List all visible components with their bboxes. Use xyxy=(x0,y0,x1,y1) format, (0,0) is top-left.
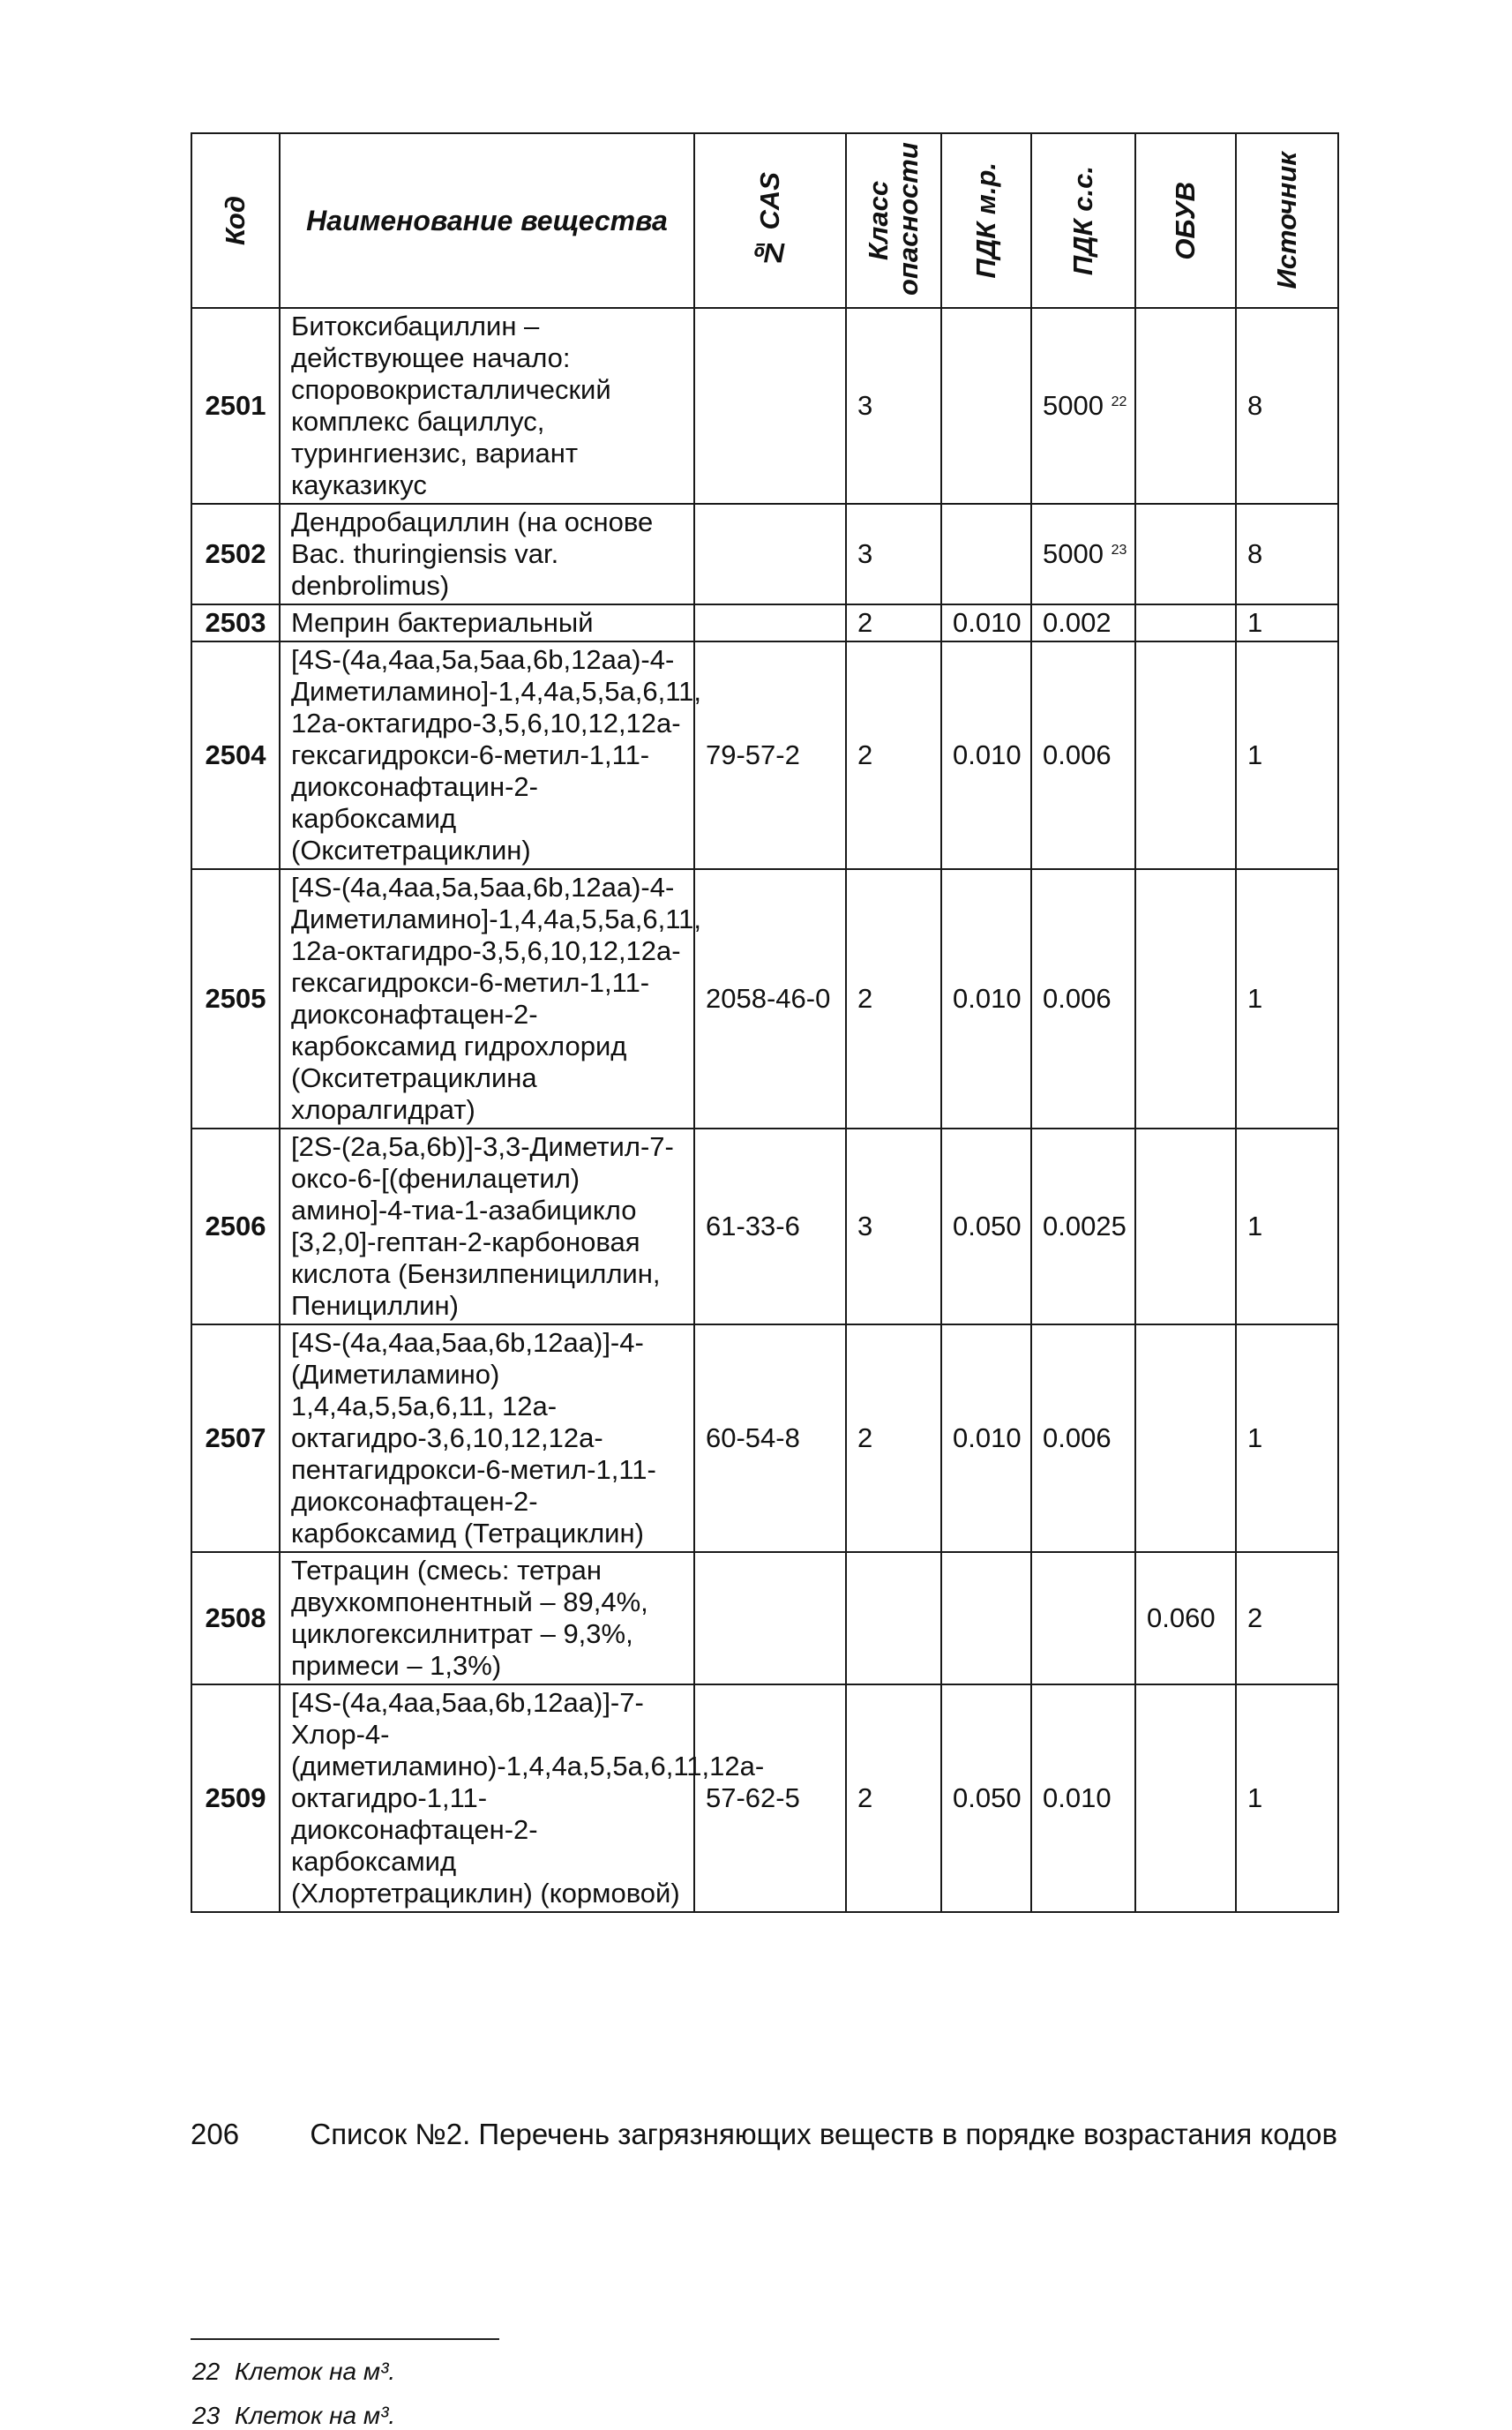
row-source: 1 xyxy=(1236,604,1338,641)
footnote-ref: 22 xyxy=(1111,394,1127,409)
row-obuv xyxy=(1135,308,1236,504)
row-code: 2505 xyxy=(191,869,280,1129)
header-name: Наименование вещества xyxy=(280,133,694,308)
row-code: 2501 xyxy=(191,308,280,504)
row-hazard-class: 3 xyxy=(846,504,941,604)
table-row xyxy=(191,1552,1338,1684)
row-pdk-ss: 0.0025 xyxy=(1031,1129,1135,1324)
row-hazard-class: 2 xyxy=(846,1324,941,1552)
page-number: 206 xyxy=(191,2118,240,2150)
row-source: 2 xyxy=(1236,1552,1338,1684)
table-header-row xyxy=(191,133,1338,308)
row-pdk-mr: 0.010 xyxy=(941,869,1031,1129)
row-hazard-class: 3 xyxy=(846,1129,941,1324)
row-obuv xyxy=(1135,604,1236,641)
table-row xyxy=(191,1324,1338,1552)
header-obuv: ОБУВ xyxy=(1135,133,1236,308)
row-source: 1 xyxy=(1236,1684,1338,1912)
row-name: [2S-(2a,5a,6b)]-3,3-Диметил-7-оксо-6-[(фенилацетил) амино]-4-тиа-1-азабицикло [3,2,0]-гептан-2-карбоновая кислота (Бензилпенициллин, Пенициллин) xyxy=(280,1129,694,1324)
header-cas: № CAS xyxy=(694,133,846,308)
row-code: 2507 xyxy=(191,1324,280,1552)
row-source: 1 xyxy=(1236,869,1338,1129)
row-name: Дендробациллин (на основе Bac. thuringiensis var. denbrolimus) xyxy=(280,504,694,604)
row-hazard-class: 2 xyxy=(846,1684,941,1912)
row-cas xyxy=(694,604,846,641)
row-pdk-ss xyxy=(1031,1552,1135,1684)
table-row xyxy=(191,504,1338,604)
row-hazard-class: 2 xyxy=(846,641,941,869)
footnote-22: 22 Клеток на м³. xyxy=(192,2358,396,2385)
row-pdk-ss: 5000 $^{22}$ xyxy=(1031,308,1135,504)
row-hazard-class: 2 xyxy=(846,604,941,641)
table-row xyxy=(191,1129,1338,1324)
row-name: [4S-(4a,4aa,5a,5aa,6b,12aa)-4-Диметиламино]-1,4,4a,5,5a,6,11, 12a-октагидро-3,5,6,10,12,12a-гексагидрокси-6-метил-1,11-диоксонафтацин-2-карбоксамид (Окситетрациклин) xyxy=(280,641,694,869)
row-code: 2508 xyxy=(191,1552,280,1684)
table-row xyxy=(191,604,1338,641)
header-hazard-class: Класс опасности xyxy=(846,133,941,308)
row-cas: 60-54-8 xyxy=(694,1324,846,1552)
table-row xyxy=(191,1684,1338,1912)
row-pdk-mr: 0.050 xyxy=(941,1129,1031,1324)
row-obuv: 0.060 xyxy=(1135,1552,1236,1684)
row-cas: 2058-46-0 xyxy=(694,869,846,1129)
table-row xyxy=(191,308,1338,504)
row-pdk-ss: 0.006 xyxy=(1031,1324,1135,1552)
row-source: 8 xyxy=(1236,308,1338,504)
row-source: 1 xyxy=(1236,1324,1338,1552)
row-code: 2506 xyxy=(191,1129,280,1324)
row-obuv xyxy=(1135,641,1236,869)
row-pdk-mr: 0.050 xyxy=(941,1684,1031,1912)
running-title: Список №2. Перечень загрязняющих веществ в порядке возрастания кодов xyxy=(310,2118,1337,2150)
footnote-divider xyxy=(191,2338,499,2340)
row-hazard-class: 2 xyxy=(846,869,941,1129)
row-pdk-mr: 0.010 xyxy=(941,1324,1031,1552)
table-row xyxy=(191,641,1338,869)
row-cas xyxy=(694,1552,846,1684)
substances-table xyxy=(191,132,1339,1913)
table-body xyxy=(191,308,1338,1912)
row-pdk-ss: 0.002 xyxy=(1031,604,1135,641)
row-cas xyxy=(694,504,846,604)
row-cas: 57-62-5 xyxy=(694,1684,846,1912)
row-pdk-mr: 0.010 xyxy=(941,641,1031,869)
row-source: 8 xyxy=(1236,504,1338,604)
row-pdk-ss: 0.006 xyxy=(1031,869,1135,1129)
row-pdk-mr xyxy=(941,504,1031,604)
row-obuv xyxy=(1135,504,1236,604)
row-pdk-mr xyxy=(941,1552,1031,1684)
row-pdk-ss: 5000 $^{23}$ xyxy=(1031,504,1135,604)
row-code: 2509 xyxy=(191,1684,280,1912)
header-pdk-ss: ПДК с.с. xyxy=(1031,133,1135,308)
row-obuv xyxy=(1135,1324,1236,1552)
row-cas: 79-57-2 xyxy=(694,641,846,869)
row-hazard-class: 3 xyxy=(846,308,941,504)
row-name: [4S-(4a,4aa,5a,5aa,6b,12aa)-4-Диметиламино]-1,4,4a,5,5a,6,11, 12a-октагидро-3,5,6,10,12,12a-гексагидрокси-6-метил-1,11-диоксонафтацен-2-карбоксамид гидрохлорид (Окситетрациклина хлоралгидрат) xyxy=(280,869,694,1129)
row-code: 2502 xyxy=(191,504,280,604)
header-pdk-mr: ПДК м.р. xyxy=(941,133,1031,308)
table-row xyxy=(191,869,1338,1129)
row-pdk-mr xyxy=(941,308,1031,504)
row-pdk-ss: 0.010 xyxy=(1031,1684,1135,1912)
header-code: Код xyxy=(191,133,280,308)
row-name: Тетрацин (смесь: тетран двухкомпонентный – 89,4%, циклогексилнитрат – 9,3%, примеси – 1,3%) xyxy=(280,1552,694,1684)
row-code: 2503 xyxy=(191,604,280,641)
row-cas xyxy=(694,308,846,504)
row-name: [4S-(4a,4aa,5aa,6b,12aa)]-4-(Диметиламино) 1,4,4a,5,5a,6,11, 12a-октагидро-3,6,10,12,12a-пентагидрокси-6-метил-1,11-диоксонафтацен-2-карбоксамид (Тетрациклин) xyxy=(280,1324,694,1552)
footnote-23: 23 Клеток на м³. xyxy=(192,2402,396,2429)
row-hazard-class xyxy=(846,1552,941,1684)
row-obuv xyxy=(1135,1129,1236,1324)
row-name: [4S-(4a,4aa,5aa,6b,12aa)]-7-Хлор-4-(диметиламино)-1,4,4a,5,5a,6,11,12a-октагидро-1,11-диоксонафтацен-2-карбоксамид (Хлортетрациклин) (кормовой) xyxy=(280,1684,694,1912)
row-source: 1 xyxy=(1236,1129,1338,1324)
row-pdk-ss: 0.006 xyxy=(1031,641,1135,869)
row-name: Меприн бактериальный xyxy=(280,604,694,641)
header-source: Источник xyxy=(1236,133,1338,308)
row-obuv xyxy=(1135,1684,1236,1912)
row-code: 2504 xyxy=(191,641,280,869)
row-source: 1 xyxy=(1236,641,1338,869)
row-name: Битоксибациллин – действующее начало: споровокристаллический комплекс бациллус, турингиензис, вариант кауказикус xyxy=(280,308,694,504)
row-cas: 61-33-6 xyxy=(694,1129,846,1324)
row-pdk-mr: 0.010 xyxy=(941,604,1031,641)
row-obuv xyxy=(1135,869,1236,1129)
footnote-ref: 23 xyxy=(1111,543,1127,558)
